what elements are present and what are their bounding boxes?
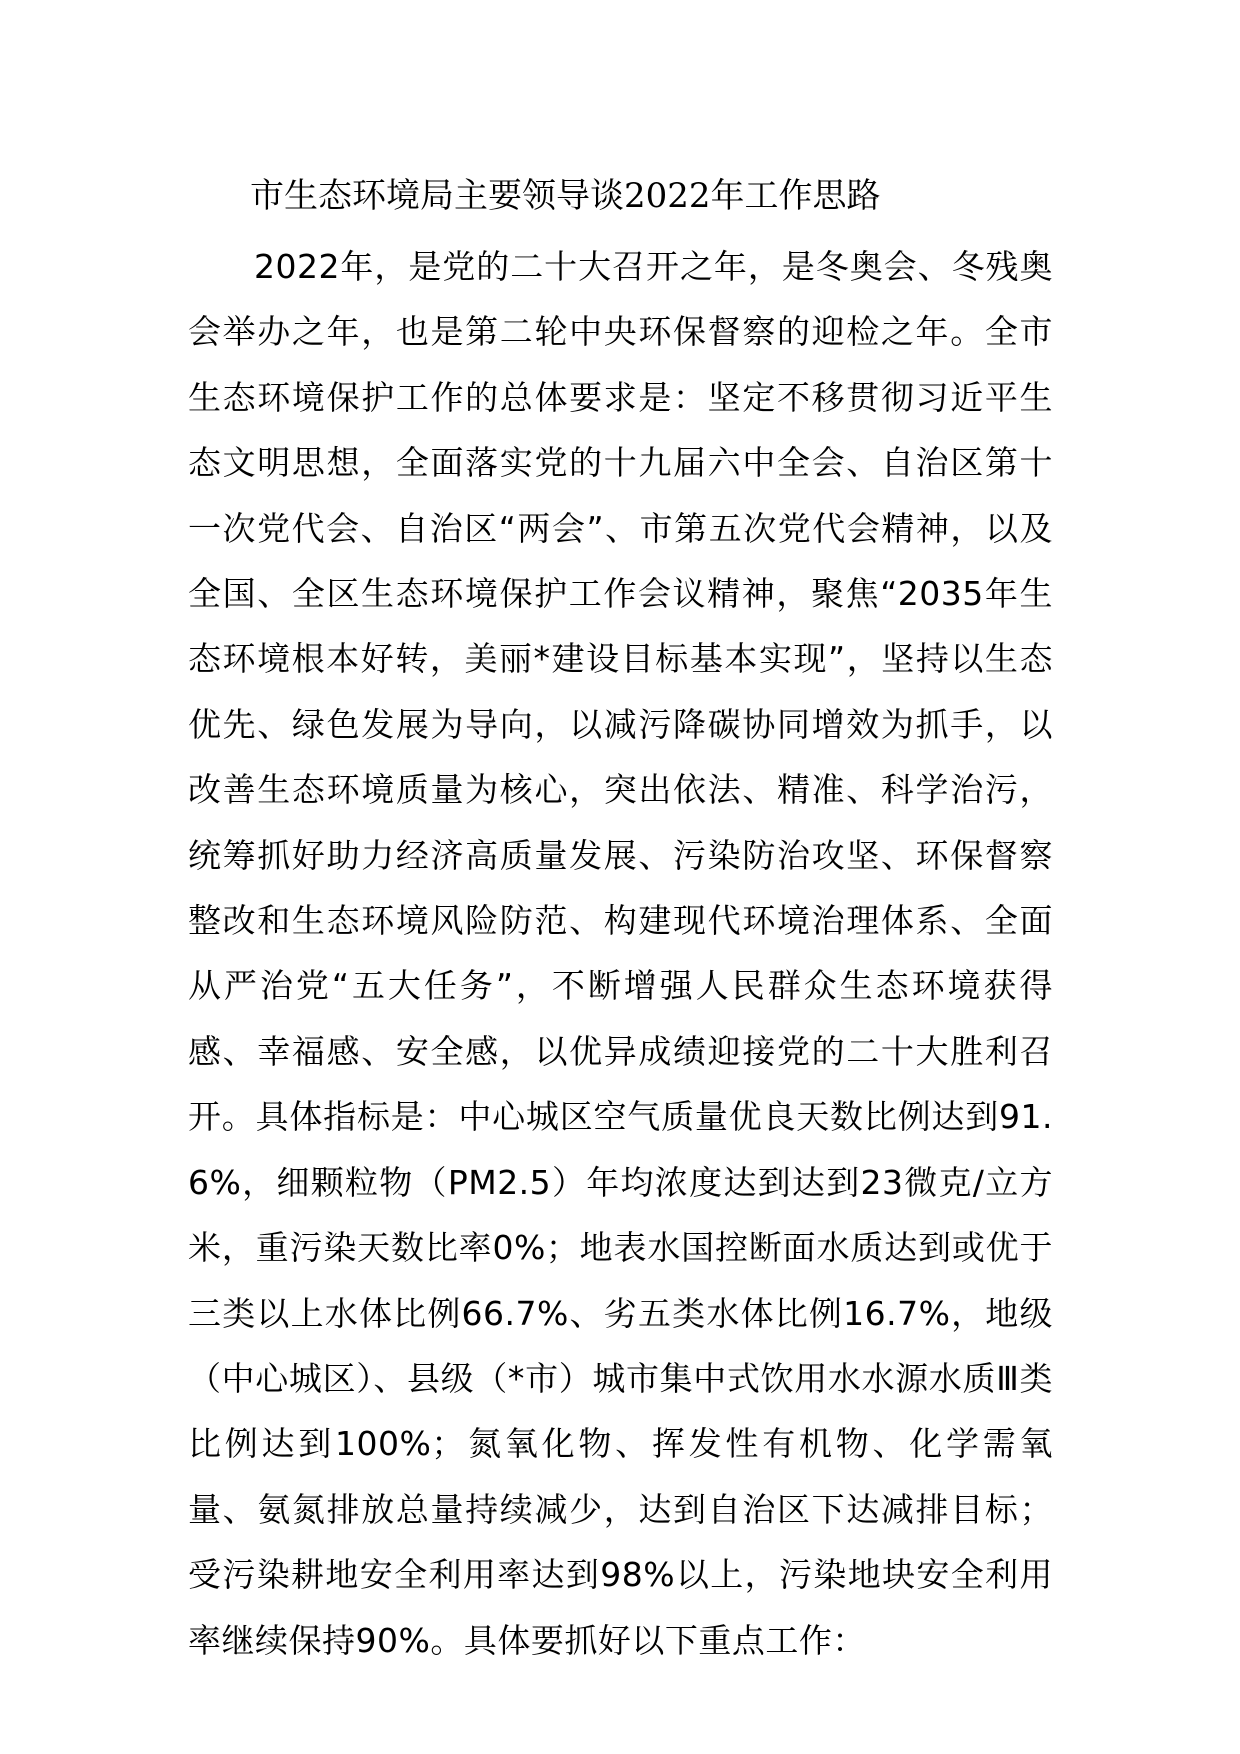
body-paragraph: 2022年，是党的二十大召开之年，是冬奥会、冬残奥会举办之年，也是第二轮中央环保督察的迎检之年。全市生态环境保护工作的总体要求是：坚定不移贯彻习近平生态文明思想，全面落实党的十九届六中全会、自治区第十一次党代会、自治区“两会”、市第五次党代会精神，以及全国、全区生态环境保护工作会议精神，聚焦“2035年生态环境根本好转，美丽*建设目标基本实现”，坚持以生态优先、绿色发展为导向，以减污降碳协同增效为抓手，以改善生态环境质量为核心，突出依法、精准、科学治污，统筹抓好助力经济高质量发展、污染防治攻坚、环保督察整改和生态环境风险防范、构建现代环境治理体系、全面从严治党“五大任务”，不断增强人民群众生态环境获得感、幸福感、安全感，以优异成绩迎接党的二十大胜利召开。具体指标是：中心城区空气质量优良天数比例达到91.6%，细颗粒物（PM2.5）年均浓度达到达到23微克/立方米，重污染天数比率0%；地表水国控断面水质达到或优于三类以上水体比例66.7%、劣五类水体比例16.7%，地级（中心城区）、县级（*市）城市集中式饮用水水源水质Ⅲ类比例达到100%；氮氧化物、挥发性有机物、化学需氧量、氨氮排放总量持续减少，达到自治区下达减排目标；受污染耕地安全利用率达到98%以上，污染地块安全利用率继续保持90%。具体要抓好以下重点工作： [188, 247, 1053, 1660]
document-title: 市生态环境局主要领导谈2022年工作思路 [250, 176, 881, 216]
